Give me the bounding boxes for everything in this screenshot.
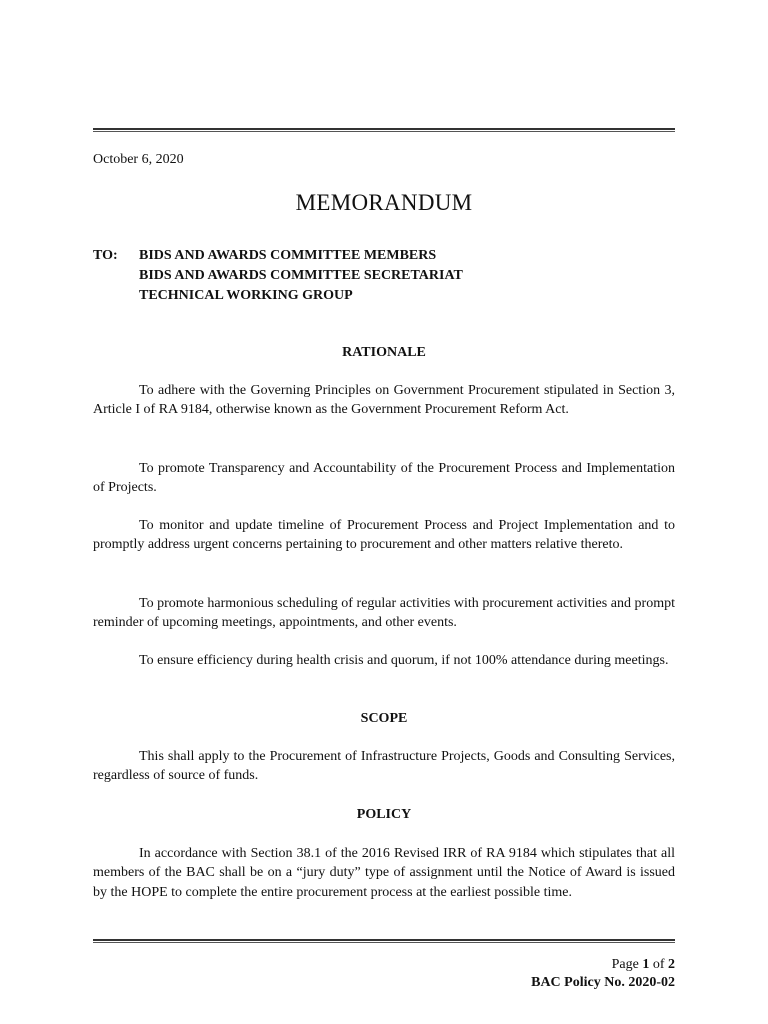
rationale-paragraph: To promote Transparency and Accountability of the Procurement Process and Implementation of Projects. xyxy=(93,461,675,496)
rationale-paragraph: To adhere with the Governing Principles on Government Procurement stipulated in Section 3, Article I of RA 9184, otherwise known as the Government Procurement Reform Act. xyxy=(93,383,675,418)
rationale-heading: RATIONALE xyxy=(342,345,426,360)
rationale-paragraph: To monitor and update timeline of Procurement Process and Project Implementation and to promptly address urgent concerns pertaining to procurement and other matters relative thereto. xyxy=(93,518,675,553)
recipient-bac-members: BIDS AND AWARDS COMMITTEE MEMBERS xyxy=(139,248,437,263)
scope-paragraph: This shall apply to the Procurement of Infrastructure Projects, Goods and Consulting Services, regardless of source of funds. xyxy=(93,749,675,784)
recipient-technical-working-group: TECHNICAL WORKING GROUP xyxy=(139,288,353,303)
policy-heading: POLICY xyxy=(356,807,412,822)
footer-divider-thick-line xyxy=(93,939,675,941)
memo-date: October 6, 2020 xyxy=(93,152,184,167)
policy-number: BAC Policy No. 2020-02 xyxy=(531,975,675,990)
page-of-word: of xyxy=(652,957,665,972)
rationale-paragraph: To promote harmonious scheduling of regular activities with procurement activities and prompt reminder of upcoming meetings, appointments, and other events. xyxy=(93,596,675,631)
header-divider-thin-line xyxy=(93,131,675,132)
footer-divider xyxy=(93,939,675,944)
to-label: TO: xyxy=(93,248,118,263)
page-word: Page xyxy=(611,957,639,972)
rationale-paragraph: To ensure efficiency during health crisis and quorum, if not 100% attendance during meetings. xyxy=(139,653,669,668)
page-number xyxy=(375,956,675,974)
memo-title: MEMORANDUM xyxy=(295,190,473,215)
header-divider xyxy=(93,128,675,133)
page-total: 2 xyxy=(668,957,675,972)
footer-divider-thin-line xyxy=(93,942,675,943)
policy-paragraph: In accordance with Section 38.1 of the 2016 Revised IRR of RA 9184 which stipulates that all members of the BAC shall be on a “jury duty” type of assignment until the Notice of Award is issued by the HOPE to complete the entire procurement process at the earliest possible time. xyxy=(93,846,675,900)
page-current: 1 xyxy=(642,957,650,972)
scope-heading: SCOPE xyxy=(360,711,408,726)
recipient-bac-secretariat: BIDS AND AWARDS COMMITTEE SECRETARIAT xyxy=(139,268,463,283)
header-divider-thick-line xyxy=(93,128,675,130)
recipient-list xyxy=(139,246,639,306)
